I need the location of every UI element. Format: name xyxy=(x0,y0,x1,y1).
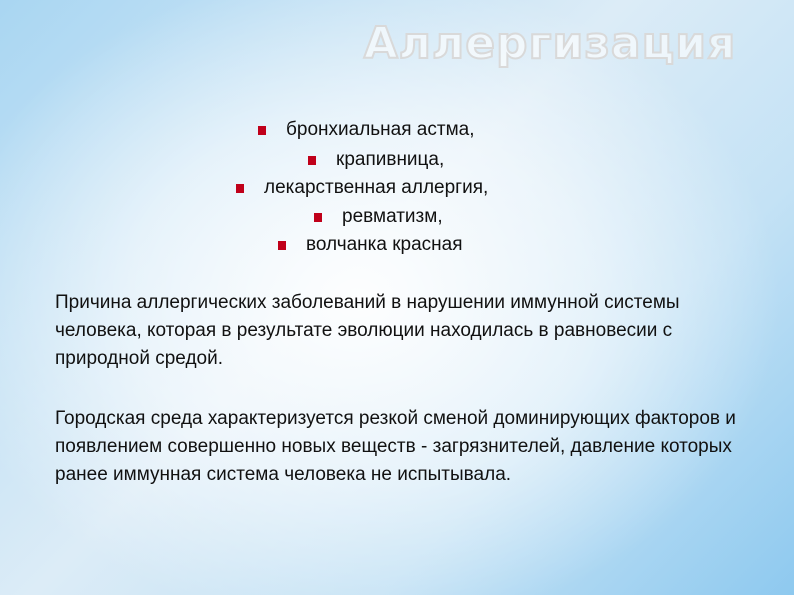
paragraph-urban-environment: Городская среда характеризуется резкой сменой доминирующих факторов и появлением совершенно новых веществ - загрязнителей, давление которых ранее иммунная система человека не испытывала. xyxy=(55,408,736,485)
bullet-marker-icon xyxy=(258,126,266,135)
bullet-item xyxy=(236,175,488,201)
bullet-item xyxy=(308,147,444,173)
bullet-text: крапивница, xyxy=(336,149,445,170)
bullet-marker-icon xyxy=(314,213,322,222)
bullet-text: лекарственная аллергия, xyxy=(264,177,489,198)
slide-title: Аллергизация xyxy=(363,18,737,69)
bullet-text: ревматизм, xyxy=(342,206,443,227)
bullet-text: волчанка красная xyxy=(306,234,463,255)
bullet-item xyxy=(278,232,463,258)
bullet-marker-icon xyxy=(236,184,244,193)
bullet-marker-icon xyxy=(308,156,316,165)
bullet-item xyxy=(258,117,474,143)
bullet-text: бронхиальная астма, xyxy=(286,119,475,140)
bullet-item xyxy=(314,204,443,230)
paragraph-cause: Причина аллергических заболеваний в нарушении иммунной системы человека, которая в результате эволюции находилась в равновесии с природной средой. xyxy=(55,292,680,369)
bullet-marker-icon xyxy=(278,241,286,250)
